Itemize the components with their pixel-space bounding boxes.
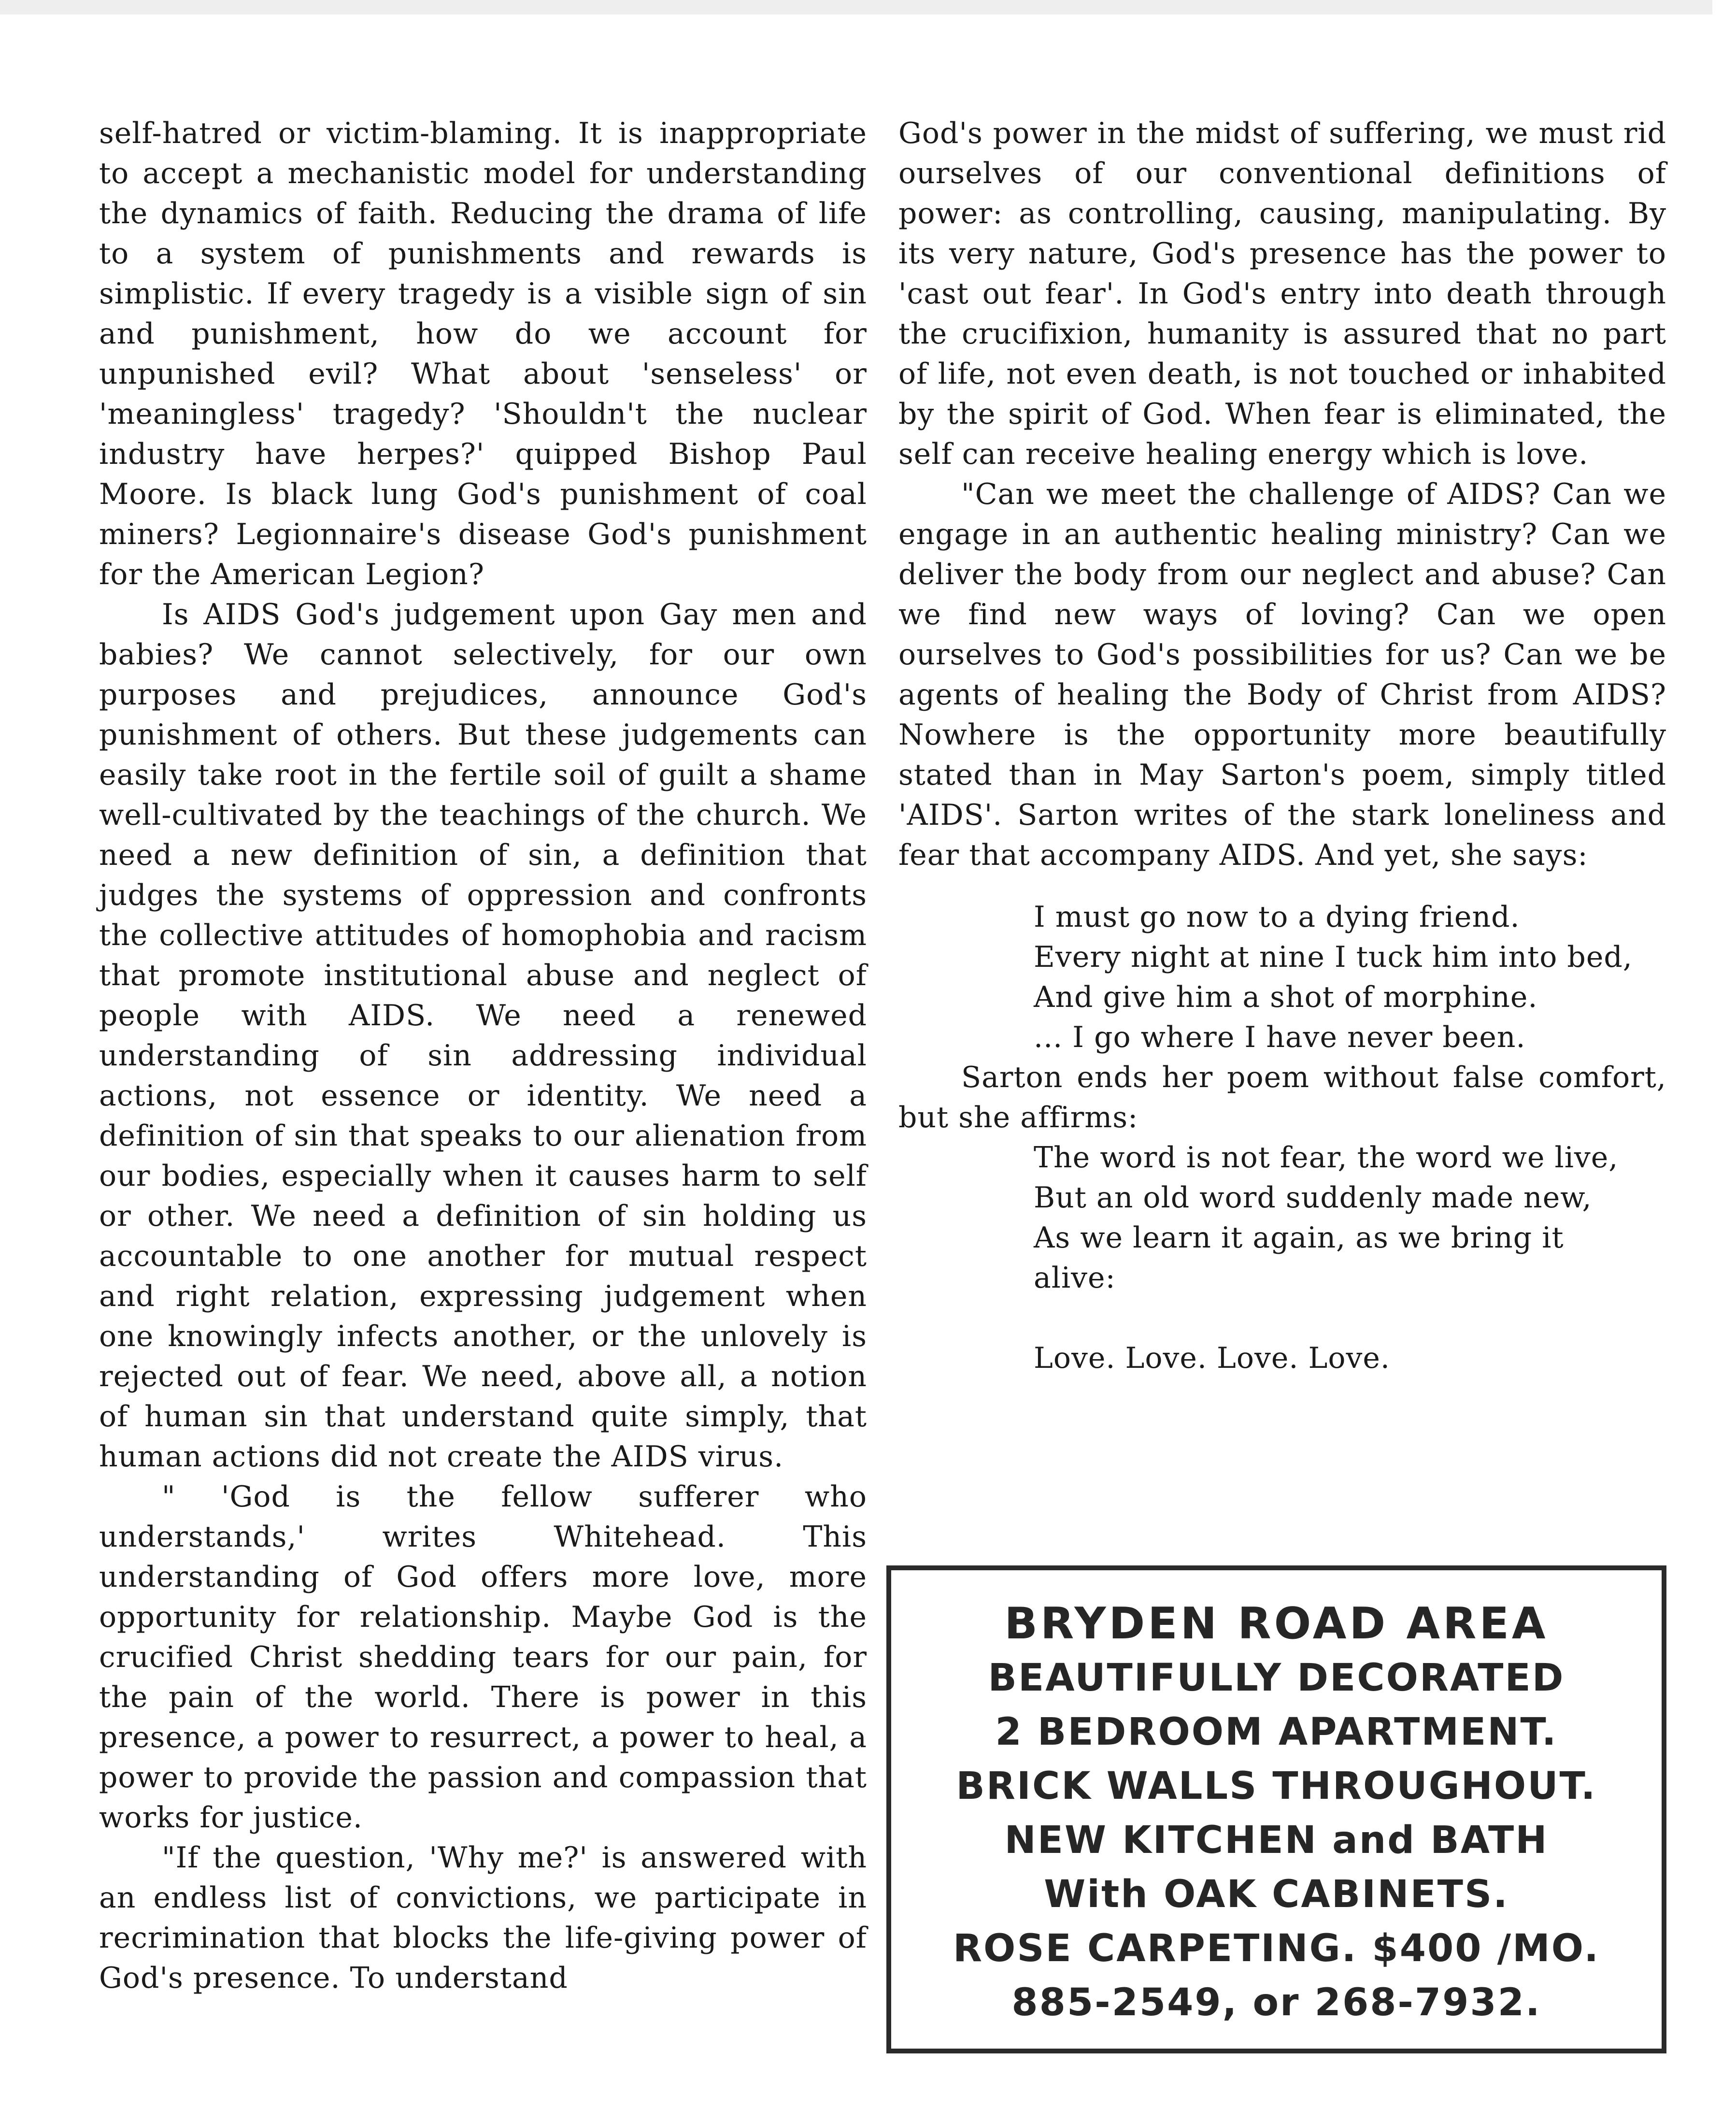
paragraph: Sarton ends her poem without false comfort, but she affirms: [898, 1061, 1666, 1134]
stanza-gap [1034, 1298, 1666, 1338]
poem-line: I must go now to a dying friend. [1034, 900, 1520, 934]
paragraph: " 'God is the fellow sufferer who understands,' writes Whitehead. This understanding of God offers more love, more opportunity for relationship. Maybe God is the crucified Christ shedding tears for our pain, for the pain of the world. There is power in this presence, a power to resurrect, a power to heal, a power to provide the passion and compassion that works for justice. [99, 1480, 867, 1835]
ad-price: ROSE CARPETING. $400 /MO. [953, 1927, 1600, 1970]
poem-line: And give him a shot of morphine. [1034, 980, 1538, 1014]
poem-line: As we learn it again, as we bring it [1034, 1221, 1564, 1255]
poem-line: The word is not fear, the word we live, [1034, 1141, 1619, 1175]
apartment-ad [886, 1565, 1666, 2053]
ad-phone-numbers: 885-2549, or 268-7932. [1011, 1981, 1541, 2024]
poem-closing-line: Love. Love. Love. Love. [1034, 1341, 1390, 1375]
ad-line: BRICK WALLS THROUGHOUT. [956, 1764, 1597, 1808]
paragraph: "Can we meet the challenge of AIDS? Can we engage in an authentic healing ministry? Can we deliver the body from our neglect and abuse? Can we find new ways of loving? Can we open ourselves to God's possibilities for us? Can we be agents of healing the Body of Christ from AIDS? Nowhere is the opportunity more beautifully stated than in May Sarton's poem, simply titled 'AIDS'. Sarton writes of the stark loneliness and fear that accompany AIDS. And yet, she says: [898, 477, 1666, 872]
poem-excerpt-2 [1034, 1138, 1666, 1378]
ad-line: With OAK CABINETS. [1044, 1873, 1509, 1916]
poem-line: ... I go where I have never been. [1034, 1020, 1526, 1054]
paragraph: Is AIDS God's judgement upon Gay men and babies? We cannot selectively, for our own purposes and prejudices, announce God's punishment of others. But these judgements can easily take root in the fertile soil of guilt a shame well-cultivated by the teachings of the church. We need a new definition of sin, a definition that judges the systems of oppression and confronts the collective attitudes of homophobia and racism that promote institutional abuse and neglect of people with AIDS. We need a renewed understanding of sin addressing individual actions, not essence or identity. We need a definition of sin that speaks to our alienation from our bodies, especially when it causes harm to self or other. We need a definition of sin holding us accountable to one another for mutual respect and right relation, expressing judgement when one knowingly infects another, or the unlovely is rejected out of fear. We need, above all, a notion of human sin that understand quite simply, that human actions did not create the AIDS virus. [99, 598, 867, 1474]
ad-headline: BRYDEN ROAD AREA [1004, 1598, 1549, 1649]
poem-line: alive: [1034, 1261, 1116, 1295]
ad-line: 2 BEDROOM APARTMENT. [995, 1710, 1558, 1754]
poem-line: Every night at nine I tuck him into bed, [1034, 940, 1633, 974]
paragraph: self-hatred or victim-blaming. It is inappropriate to accept a mechanistic model for understanding the dynamics of faith. Reducing the drama of life to a system of punishments and rewards is simplistic. If every tragedy is a visible sign of sin and punishment, how do we account for unpunished evil? What about 'senseless' or 'meaningless' tragedy? 'Shouldn't the nuclear industry have herpes?' quipped Bishop Paul Moore. Is black lung God's punishment of coal miners? Legionnaire's disease God's punishment for the American Legion? [99, 116, 867, 591]
paragraph: God's power in the midst of suffering, we must rid ourselves of our conventional definitions of power: as controlling, causing, manipulating. By its very nature, God's presence has the power to 'cast out fear'. In God's entry into death through the crucifixion, humanity is assured that no part of life, not even death, is not touched or inhabited by the spirit of God. When fear is eliminated, the self can receive healing energy which is love. [898, 116, 1666, 471]
poem-line: But an old word suddenly made new, [1034, 1181, 1592, 1215]
ad-line: NEW KITCHEN and BATH [1004, 1819, 1549, 1862]
paragraph: "If the question, 'Why me?' is answered with an endless list of convictions, we participate in recrimination that blocks the life-giving power of God's presence. To understand [99, 1841, 867, 1995]
page-top-edge [0, 0, 1712, 14]
right-column [898, 114, 1666, 1378]
ad-line: BEAUTIFULLY DECORATED [988, 1656, 1565, 1700]
left-column [99, 114, 867, 1998]
poem-excerpt-1 [1034, 897, 1666, 1058]
